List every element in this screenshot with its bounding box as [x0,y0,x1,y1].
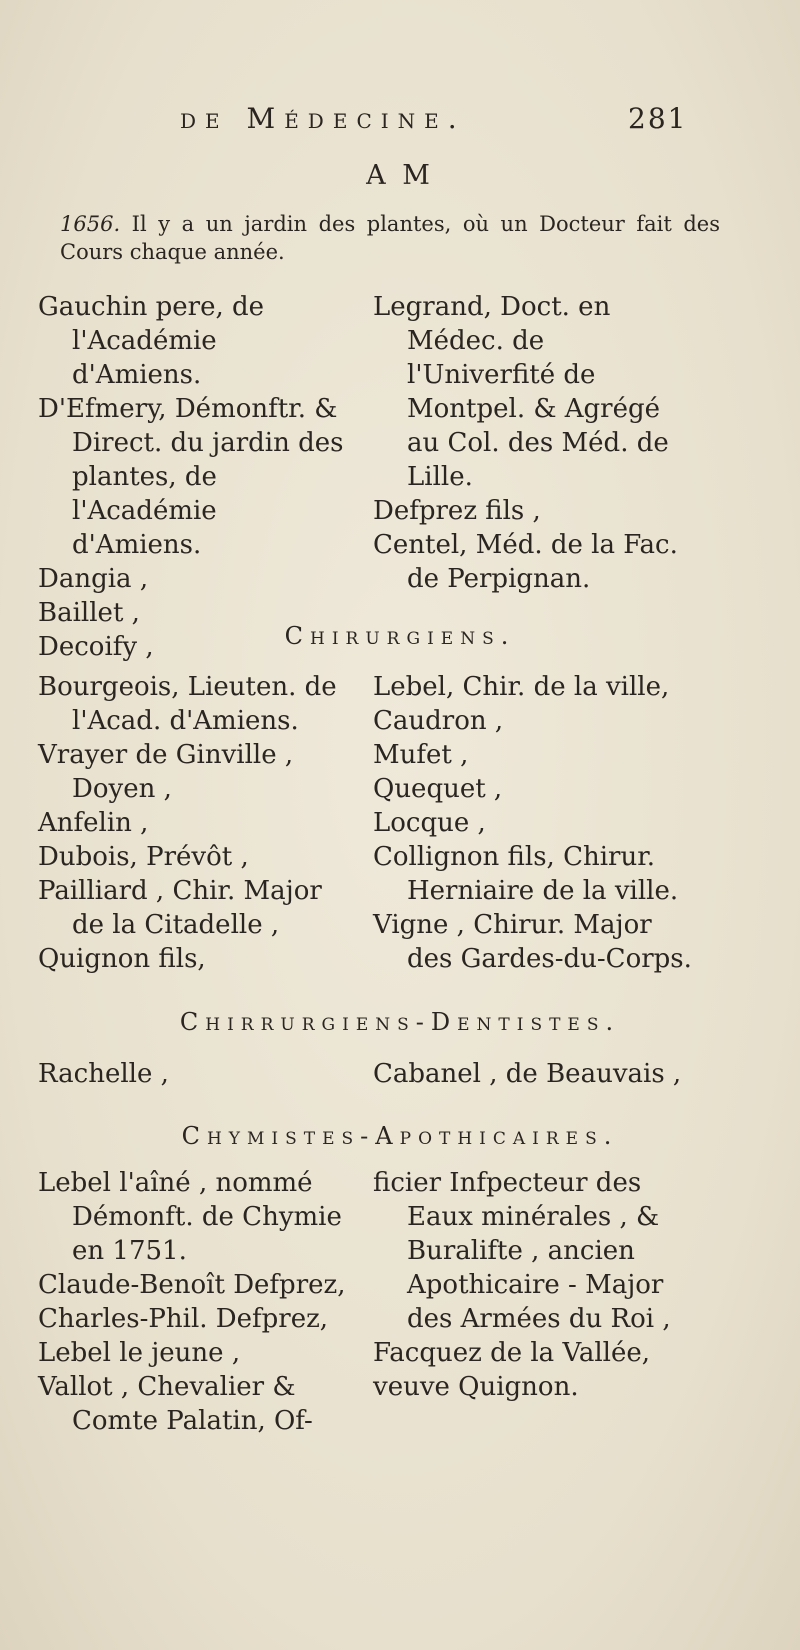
list-item: Caudron , [373,706,504,736]
chirurgiens-left-column [38,670,348,976]
section-heading-dentistes: Chirrurgiens-Dentistes. [179,1008,621,1036]
list-item: Vigne , Chirur. Major des Gardes-du-Corps. [373,910,692,974]
list-item: Collignon fils, Chirur. Herniaire de la ville. [373,842,679,906]
list-item: Vallot , Chevalier & Comte Palatin, Of- [38,1372,313,1436]
list-item: veuve Quignon. [373,1372,579,1402]
medecins-right-column [373,290,698,596]
section-heading-apothicaires: Chymistes-Apothicaires. [181,1122,619,1150]
list-item: Anfelin , [38,808,149,838]
list-item: Cabanel , de Beauvais , [373,1059,682,1089]
list-item: Defprez fils , [373,496,541,526]
section-heading-chirurgiens: Chirurgiens. [284,622,516,650]
list-item: Dangia , [38,564,149,594]
list-item: Charles-Phil. Defprez, [38,1304,329,1334]
city-heading: A M [366,160,434,191]
running-title: de Médecine. [180,102,466,135]
intro-text: Il y a un jardin des plantes, où un Docteur fait des Cours chaque année. [60,212,720,264]
list-item: Centel, Méd. de la Fac. de Perpignan. [373,530,678,594]
list-item: Vrayer de Ginville , Doyen , [38,740,294,804]
apothicaires-left-column [38,1166,348,1438]
list-item: Claude-Benoît Defprez, [38,1270,346,1300]
dentistes-right-column [373,1057,698,1091]
list-item: ficier Infpecteur des Eaux minérales , & Buralifte , ancien Apothicaire - Major des Armées du Roi , [373,1168,671,1334]
list-item: Quequet , [373,774,503,804]
list-item: Facquez de la Vallée, [373,1338,651,1368]
list-item: Pailliard , Chir. Major de la Citadelle , [38,876,322,940]
list-item: Dubois, Prévôt , [38,842,249,872]
list-item: Bourgeois, Lieuten. de l'Acad. d'Amiens. [38,672,337,736]
medecins-left-column [38,290,348,664]
list-item: Locque , [373,808,486,838]
list-item: Decoify , [38,632,154,662]
running-head [0,102,800,142]
intro-year: 1656. [60,212,121,236]
list-item: Lebel le jeune , [38,1338,241,1368]
dentistes-left-column [38,1057,348,1091]
list-item: Rachelle , [38,1059,169,1089]
apothicaires-right-column [373,1166,698,1404]
list-item: Mufet , [373,740,469,770]
list-item: Quignon fils, [38,944,206,974]
page-number: 281 [628,102,688,135]
intro-paragraph [60,210,720,266]
list-item: D'Efmery, Démonftr. & Direct. du jardin des plantes, de l'Académie d'Amiens. [38,394,344,560]
list-item: Baillet , [38,598,140,628]
list-item: Lebel l'aîné , nommé Démonft. de Chymie en 1751. [38,1168,342,1266]
list-item: Lebel, Chir. de la ville, [373,672,670,702]
chirurgiens-right-column [373,670,698,976]
list-item: Gauchin pere, de l'Académie d'Amiens. [38,292,265,390]
list-item: Legrand, Doct. en Médec. de l'Univerfité de Montpel. & Agrégé au Col. des Méd. de Lille. [373,292,669,492]
